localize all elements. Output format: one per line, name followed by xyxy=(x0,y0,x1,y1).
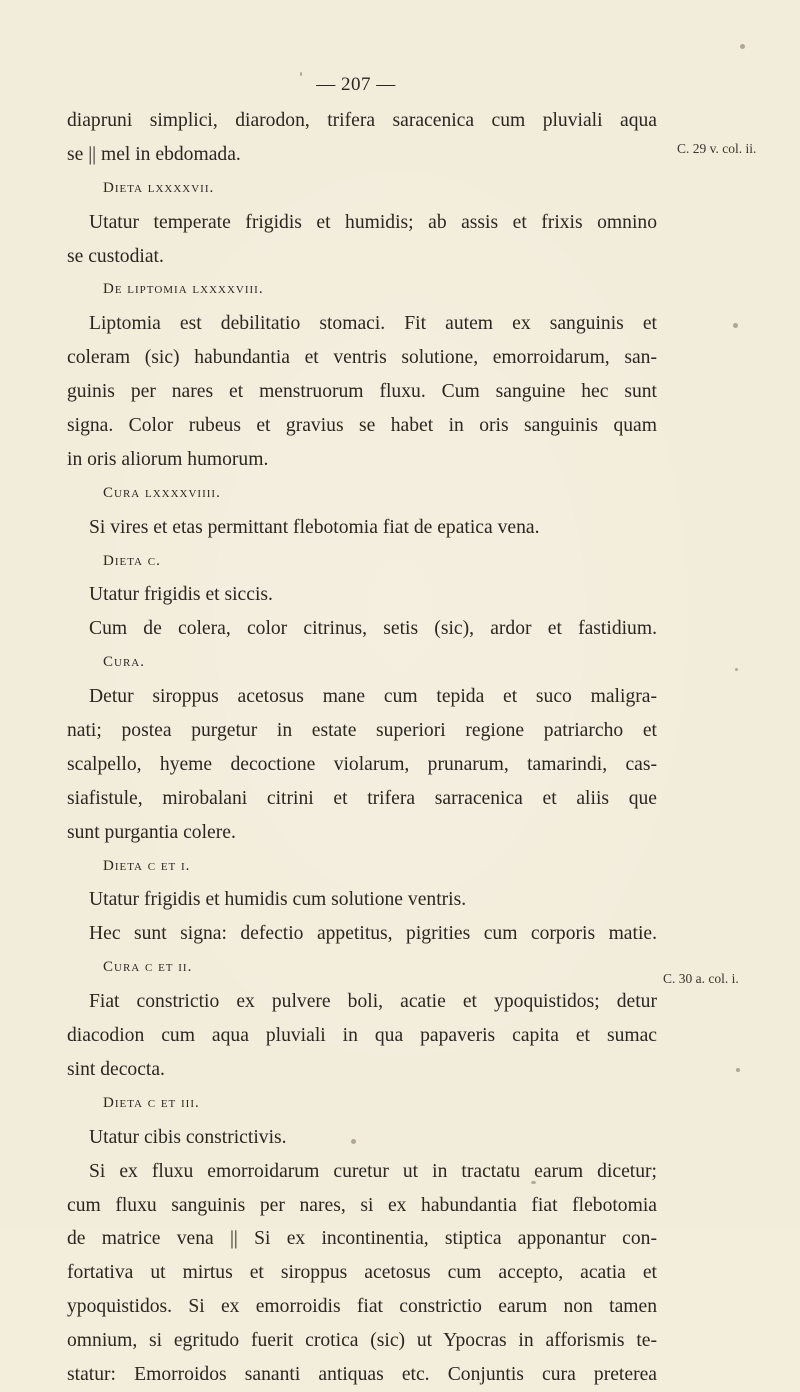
text-line: Detur siroppus acetosus mane cum tepida et suco maligra- xyxy=(89,686,657,708)
text-line: signa. Color rubeus et gravius se habet in oris sanguinis quam xyxy=(67,415,657,437)
text-line: sint decocta. xyxy=(67,1058,165,1080)
text-line: diapruni simplici, diarodon, trifera saracenica cum pluviali aqua xyxy=(67,110,657,131)
text-line: se || mel in ebdomada. xyxy=(67,143,241,165)
text-line: Utatur frigidis et siccis. xyxy=(89,584,273,606)
text-line: omnium, si egritudo fuerit crotica (sic) ut Ypocras in afforismis te- xyxy=(67,1330,657,1352)
text-line: guinis per nares et menstruorum fluxu. Cum sanguine hec sunt xyxy=(67,381,657,403)
section-heading: Dieta c. xyxy=(103,552,161,569)
paper-speck xyxy=(351,1139,356,1144)
text-line: in oris aliorum humorum. xyxy=(67,448,269,470)
paper-speck xyxy=(531,1181,536,1184)
text-line: Liptomia est debilitatio stomaci. Fit autem ex sanguinis et xyxy=(89,313,657,335)
paper-speck xyxy=(736,1068,740,1072)
text-line: Hec sunt signa: defectio appetitus, pigrities cum corporis matie. xyxy=(89,923,657,945)
section-heading: Cura lxxxxviiii. xyxy=(103,484,221,501)
text-line: diacodion cum aqua pluviali in qua papaveris capita et sumac xyxy=(67,1025,657,1047)
text-line: Utatur cibis constrictivis. xyxy=(89,1126,287,1148)
section-heading: Cura. xyxy=(103,654,145,671)
text-line: scalpello, hyeme decoctione violarum, prunarum, tamarindi, cas- xyxy=(67,753,657,775)
text-line: cum fluxu sanguinis per nares, si ex habundantia fiat flebotomia xyxy=(67,1194,657,1216)
section-heading: Dieta c et iii. xyxy=(103,1094,200,1111)
margin-note: C. 30 a. col. i. xyxy=(663,971,739,986)
text-line: Si vires et etas permittant flebotomia fiat de epatica vena. xyxy=(89,516,540,538)
text-line: coleram (sic) habundantia et ventris solutione, emorroidarum, san- xyxy=(67,347,657,369)
section-heading: De liptomia lxxxxviii. xyxy=(103,281,264,298)
text-line: siafistule, mirobalani citrini et trifera sarracenica et aliis que xyxy=(67,787,657,809)
body-text xyxy=(67,104,657,1392)
page-number: — 207 — xyxy=(316,74,396,95)
paper-speck xyxy=(733,323,738,328)
text-line: Si ex fluxu emorroidarum curetur ut in tractatu earum dicetur; xyxy=(89,1160,657,1182)
text-line: Cum de colera, color citrinus, setis (sic), ardor et fastidium. xyxy=(89,618,657,640)
text-line: ypoquistidos. Si ex emorroidis fiat constrictio earum non tamen xyxy=(67,1296,657,1318)
text-line: nati; postea purgetur in estate superiori regione patriarcho et xyxy=(67,720,657,742)
paper-speck xyxy=(300,72,302,76)
text-line: statur: Emorroidos sananti antiquas etc. Conjuntis cura preterea xyxy=(67,1363,657,1385)
section-heading: Cura c et ii. xyxy=(103,959,193,976)
section-heading: Dieta lxxxxvii. xyxy=(103,179,215,196)
section-heading: Dieta c et i. xyxy=(103,857,191,874)
text-line: Fiat constrictio ex pulvere boli, acatie et ypoquistidos; detur xyxy=(89,991,657,1013)
paper-speck xyxy=(735,668,738,671)
text-line: Utatur temperate frigidis et humidis; ab assis et frixis omnino xyxy=(89,211,657,233)
paper-speck xyxy=(740,44,745,49)
text-line: sunt purgantia colere. xyxy=(67,821,236,843)
text-line: Utatur frigidis et humidis cum solutione ventris. xyxy=(89,889,467,911)
text-line: fortativa ut mirtus et siroppus acetosus cum accepto, acatia et xyxy=(67,1262,657,1284)
text-line: de matrice vena || Si ex incontinentia, stiptica apponantur con- xyxy=(67,1228,657,1250)
text-line: se custodiat. xyxy=(67,245,164,267)
margin-note: C. 29 v. col. ii. xyxy=(677,141,757,156)
